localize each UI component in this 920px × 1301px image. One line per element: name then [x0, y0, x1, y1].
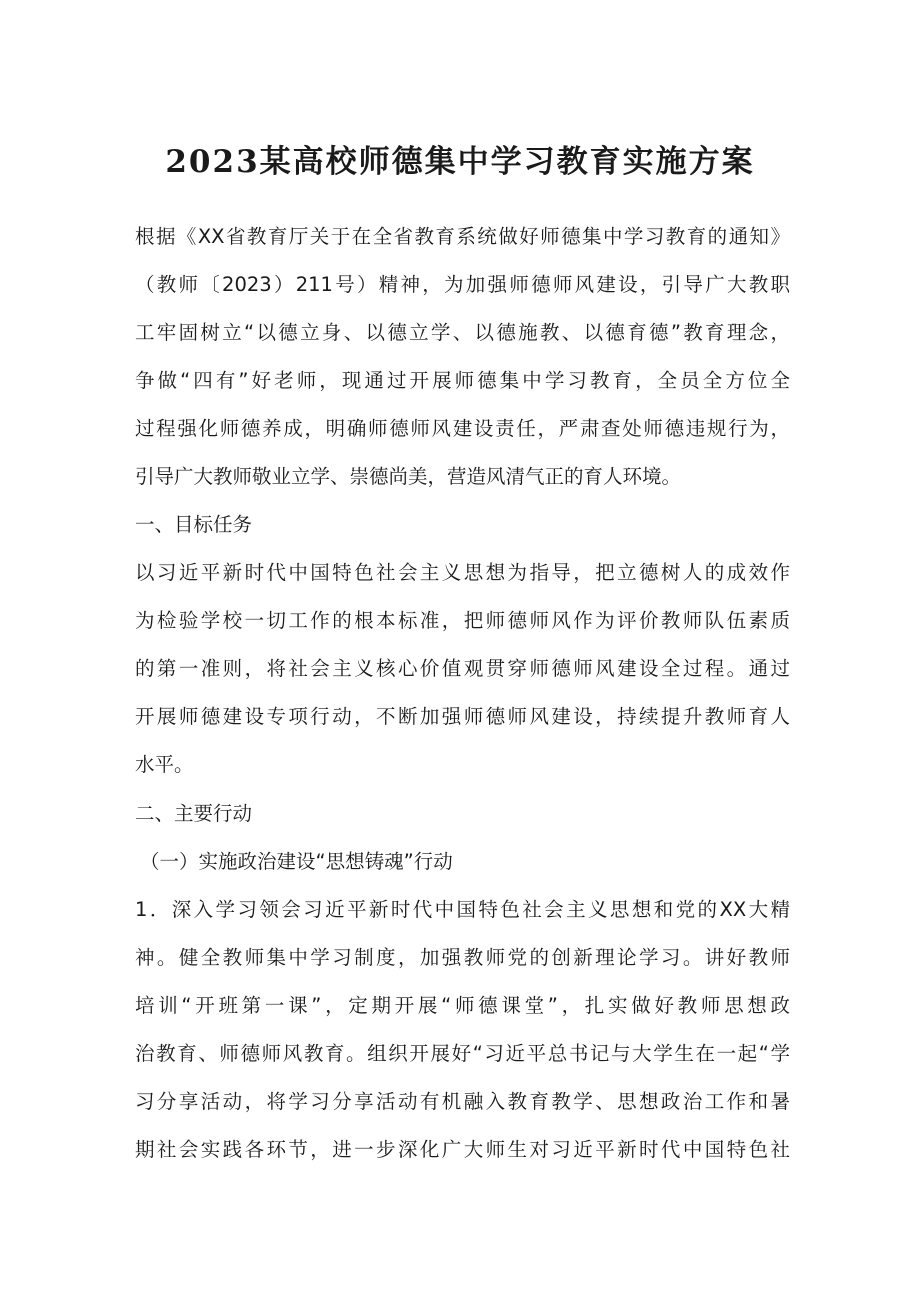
- intro-line-3: 工牢固树立“以德立身、以德立学、以德施教、以德育德”教育理念，: [135, 321, 790, 344]
- item1-line-6: 期社会实践各环节，进一步深化广大师生对习近平新时代中国特色社: [135, 1138, 790, 1161]
- intro-line-2: （教师〔2023）211号）精神，为加强师德师风建设，引导广大教职: [135, 273, 790, 296]
- item1-line-5: 习分享活动，将学习分享活动有机融入教育教学、思想政治工作和暑: [135, 1090, 790, 1113]
- section1-line-5: 水平。: [135, 753, 194, 776]
- item1-line-1: 1．深入学习领会习近平新时代中国特色社会主义思想和党的XX大精: [135, 898, 790, 921]
- subsection-heading-1: （一）实施政治建设“思想铸魂”行动: [140, 850, 453, 873]
- intro-line-6: 引导广大教师敬业立学、崇德尚美，营造风清气正的育人环境。: [135, 465, 682, 488]
- item1-line-3: 培训“开班第一课”，定期开展“师德课堂”，扎实做好教师思想政: [135, 994, 790, 1017]
- item1-line-4: 治教育、师德师风教育。组织开展好“习近平总书记与大学生在一起“学: [135, 1042, 790, 1065]
- section1-line-2: 为检验学校一切工作的根本标准，把师德师风作为评价教师队伍素质: [135, 609, 790, 632]
- section-heading-goals: 一、目标任务: [135, 513, 253, 536]
- section1-line-3: 的第一准则，将社会主义核心价值观贯穿师德师风建设全过程。通过: [135, 657, 790, 680]
- document-title: 2023某高校师德集中学习教育实施方案: [165, 144, 755, 180]
- intro-line-5: 过程强化师德养成，明确师德师风建设责任，严肃查处师德违规行为，: [135, 417, 790, 440]
- intro-line-4: 争做“四有”好老师，现通过开展师德集中学习教育，全员全方位全: [135, 369, 790, 392]
- intro-line-1: 根据《XX省教育厅关于在全省教育系统做好师德集中学习教育的通知》: [135, 225, 790, 248]
- item1-line-2: 神。健全教师集中学习制度，加强教师党的创新理论学习。讲好教师: [135, 946, 790, 969]
- section-heading-actions: 二、主要行动: [135, 802, 253, 825]
- section1-line-4: 开展师德建设专项行动，不断加强师德师风建设，持续提升教师育人: [135, 705, 790, 728]
- section1-line-1: 以习近平新时代中国特色社会主义思想为指导，把立德树人的成效作: [135, 561, 790, 584]
